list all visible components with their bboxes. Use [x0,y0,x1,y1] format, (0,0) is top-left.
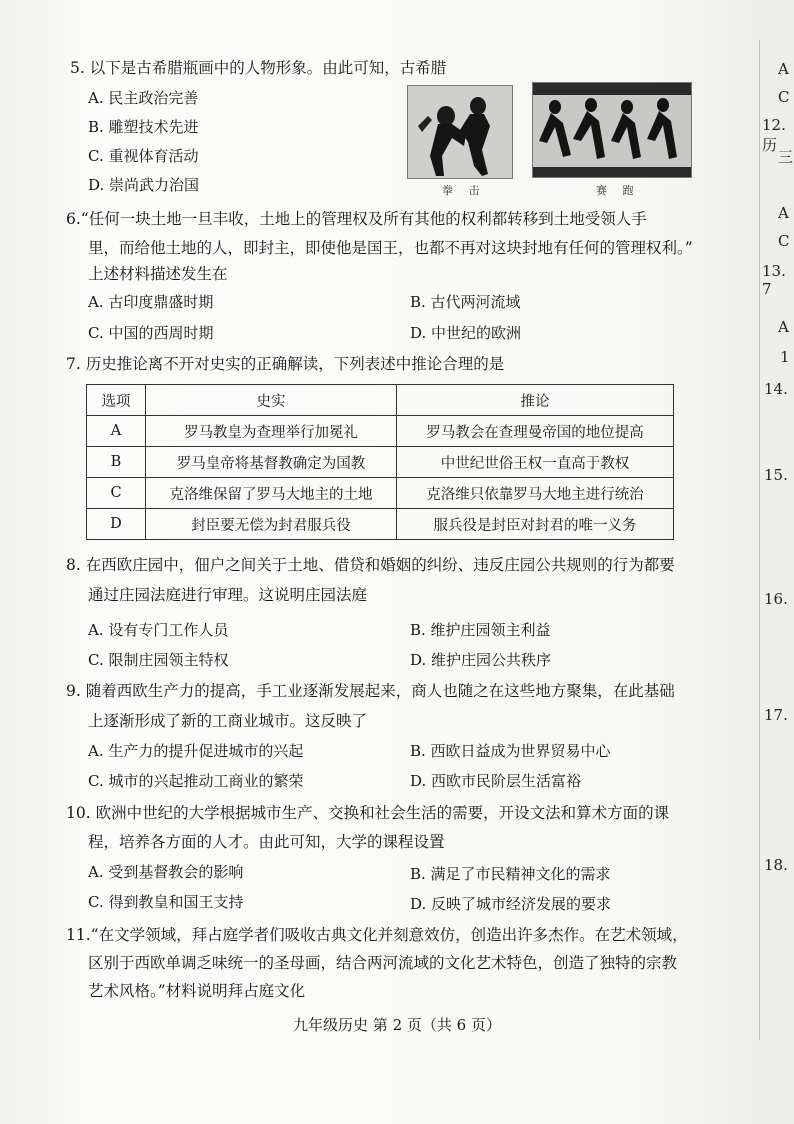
right-fragment: 18. [764,856,788,874]
q5-option-a: A. 民主政治完善 [88,89,199,107]
q11-line1: 11.“在文学领域，拜占庭学者们吸收古典文化并刻意效仿，创造出许多杰作。在艺术领域， [66,926,688,944]
table-row [87,416,674,447]
vase-painting-boxing-image [407,85,513,179]
header-inference: 推论 [397,385,674,416]
table-row [87,447,674,478]
q8-option-d: D. 维护庄园公共秩序 [410,651,552,669]
row-d-inference: 服兵役是封臣对封君的唯一义务 [397,509,674,540]
row-b-fact: 罗马皇帝将基督教确定为国教 [146,447,397,478]
q8-option-c: C. 限制庄园领主特权 [88,651,229,669]
caption-running: 赛 跑 [596,184,640,197]
q11-line3: 艺术风格。”材料说明拜占庭文化 [88,982,306,1000]
q6-option-d: D. 中世纪的欧洲 [410,324,522,342]
right-fragment: A [778,318,789,336]
q9-option-c: C. 城市的兴起推动工商业的繁荣 [88,772,304,790]
row-c-inference: 克洛维只依靠罗马大地主进行统治 [397,478,674,509]
q10-line2: 程，培养各方面的人才。由此可知，大学的课程设置 [88,833,445,851]
row-c-option: C [87,478,146,509]
row-a-option: A [87,416,146,447]
q9-option-b: B. 西欧日益成为世界贸易中心 [410,742,611,760]
right-fragment: 16. [764,590,788,608]
right-fragment: A [778,60,789,78]
table-header-row [87,385,674,416]
q9-line1: 9. 随着西欧生产力的提高，手工业逐渐发展起来，商人也随之在这些地方聚集，在此基础 [66,682,675,700]
q6-option-a: A. 古印度鼎盛时期 [88,293,214,311]
q8-line1: 8. 在西欧庄园中，佃户之间关于土地、借贷和婚姻的纠纷、违反庄园公共规则的行为都要 [66,556,675,574]
row-d-option: D [87,509,146,540]
row-d-fact: 封臣要无偿为封君服兵役 [146,509,397,540]
q7-stem: 7. 历史推论离不开对史实的正确解读，下列表述中推论合理的是 [66,355,505,373]
header-fact: 史实 [146,385,397,416]
q6-line2: 里，而给他土地的人，即封主，即使他是国王，也都不再对这块封地有任何的管理权利。” [88,239,693,257]
header-option: 选项 [87,385,146,416]
q8-option-a: A. 设有专门工作人员 [88,621,229,639]
q5-option-d: D. 崇尚武力治国 [88,176,200,194]
q11-line2: 区别于西欧单调乏味统一的圣母画，结合两河流域的文化艺术特色，创造了独特的宗教 [88,954,678,972]
q5-option-b: B. 雕塑技术先进 [88,118,199,136]
right-fragment: 1 [780,348,790,366]
right-fragment: A [778,204,789,222]
table-row [87,478,674,509]
row-c-fact: 克洛维保留了罗马大地主的土地 [146,478,397,509]
q6-line3: 上述材料描述发生在 [88,265,228,283]
q7-table [86,384,674,540]
q10-option-c: C. 得到教皇和国王支持 [88,893,244,911]
q6-option-b: B. 古代两河流域 [410,293,521,311]
right-fragment: 15. [764,466,788,484]
q9-option-d: D. 西欧市民阶层生活富裕 [410,772,582,790]
right-fragment: 13. 7 [762,262,786,298]
q8-option-b: B. 维护庄园领主利益 [410,621,551,639]
q6-line1: 6.“任何一块土地一旦丰收，土地上的管理权及所有其他的权利都转移到土地受领人手 [66,210,647,228]
row-a-inference: 罗马教会在查理曼帝国的地位提高 [397,416,674,447]
vase-painting-running-image [532,82,692,178]
q9-option-a: A. 生产力的提升促进城市的兴起 [88,742,304,760]
page-edge [759,40,794,1040]
table-row [87,509,674,540]
right-fragment: 三 [778,148,794,166]
q5-stem: 5. 以下是古希腊瓶画中的人物形象。由此可知，古希腊 [70,59,447,77]
q10-option-d: D. 反映了城市经济发展的要求 [410,895,612,913]
right-fragment: 12. 历 [762,116,786,154]
q10-line1: 10. 欧洲中世纪的大学根据城市生产、交换和社会生活的需要，开设文法和算术方面的课 [66,804,670,822]
row-b-option: B [87,447,146,478]
q8-line2: 通过庄园法庭进行审理。这说明庄园法庭 [88,586,368,604]
q10-option-b: B. 满足了市民精神文化的需求 [410,865,611,883]
caption-boxing: 拳 击 [442,184,486,197]
right-fragment: C [778,232,790,250]
q6-option-c: C. 中国的西周时期 [88,324,214,342]
q9-line2: 上逐渐形成了新的工商业城市。这反映了 [88,712,368,730]
row-a-fact: 罗马教皇为查理举行加冕礼 [146,416,397,447]
right-fragment: 17. [764,706,788,724]
q10-option-a: A. 受到基督教会的影响 [88,863,244,881]
page-footer: 九年级历史 第 2 页（共 6 页） [293,1016,501,1034]
q5-option-c: C. 重视体育活动 [88,147,199,165]
right-fragment: C [778,88,790,106]
row-b-inference: 中世纪世俗王权一直高于教权 [397,447,674,478]
right-fragment: 14. [764,380,788,398]
